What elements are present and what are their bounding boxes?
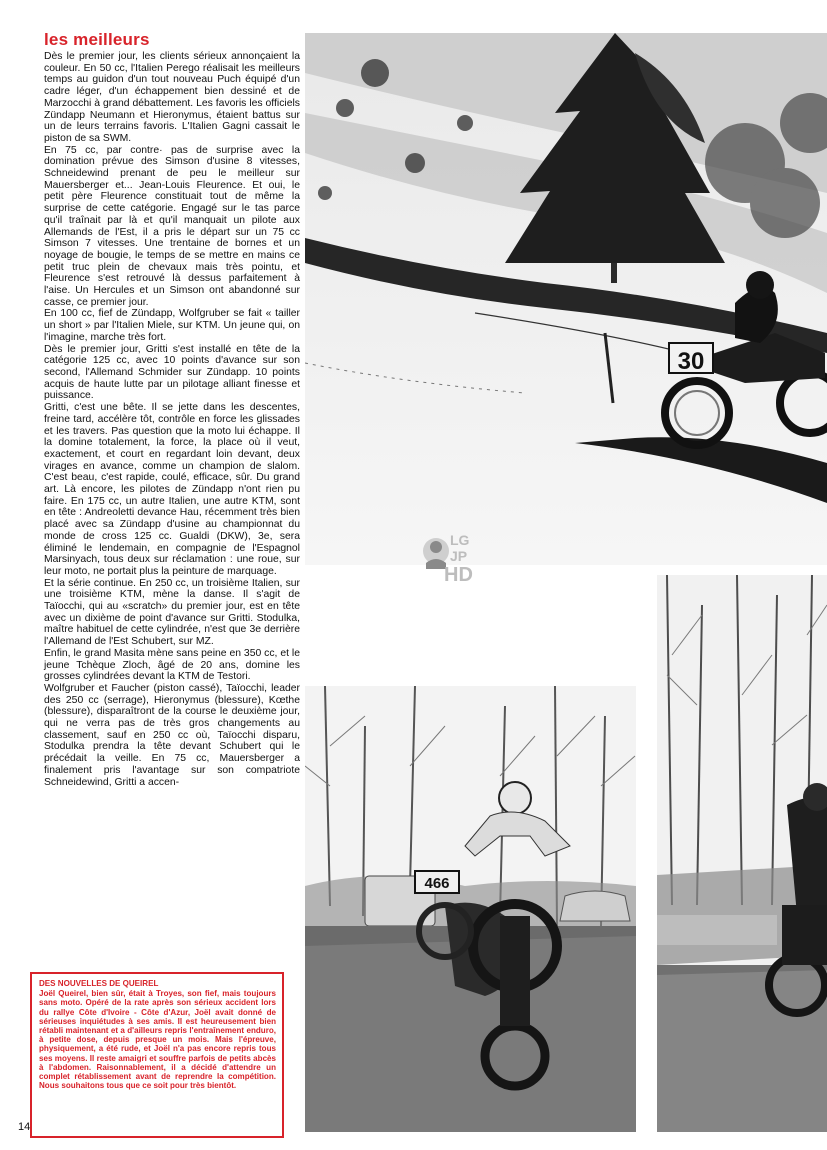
photo-rider-trees (657, 575, 827, 1132)
photo-motocross-hill (305, 33, 827, 565)
photo-rider-woods (305, 686, 636, 1132)
article-paragraph: En 75 cc, par contre· pas de surprise avec la domination prévue des Simson d'usine 8 vitesses, Schneidewind prenant de peu le meilleur sur Mauersberger et... Jean-Louis Fleurence. Et oui, le petit père Fleurence constituait tout de même la surprise de cette catégorie. Engagé sur le tas parce qu'il traînait par là et qu'il manquait un pilote aux Allemands de l'Est, il a pris le départ sur un 75 cc Simson 7 vitesses. Une trentaine de bornes et un noyage de bougie, le temps de se mettre en mains ce petit truc plein de chevaux mais très pointu, et Fleurence s'est retrouvé là dessus parfaitement à l'aise. Un Hercules et un Simson ont abandonné sur casse, ce premier jour. (44, 144, 300, 308)
sidebar-text: Joël Queirel, bien sûr, était à Troyes, son fief, mais toujours sans moto. Opéré de la rate après son sérieux accident lors du rallye Côte d'Ivoire - Côte d'Azur, Joël avait donné de sérieuses inquiétudes à ses amis. Il est heureusement bien rétabli maintenant et a d'ailleurs repris l'entraînement enduro, à petite dose, depuis presque un mois. Mais l'épreuve, physiquement, a été rude, et Joël n'a pas encore repris tous ses moyens. Il reste amaigri et souffre parfois de petits abcès à l'abdomen. Raisonnablement, il a décidé d'attendre un complet rétablissement avant de reprendre la compétition. Nous souhaitons tous que ce soit pour très bientôt. (39, 989, 276, 1091)
watermark-logo (422, 529, 482, 585)
article-paragraph: Et la série continue. En 250 cc, un troisième Italien, sur une troisième KTM, mène la danse. Il s'agit de Taïocchi, qui au «scratch» du premier jour, est en tête avec un dixième de point d'avance sur Gritti. Stodulka, maître habituel de cette cylindrée, n'est que 3e derrière l'Allemand de l'Est Schubert, sur MZ. (44, 577, 300, 648)
article-title: les meilleurs (44, 30, 150, 49)
article-paragraph: Wolfgruber et Faucher (piston cassé), Taïocchi, leader des 250 cc (serrage), Hieronymus (blessure), Kœthe (blessure), disparaîtront de la course le deuxième jour, qui ne verra pas de très gros changements au classement, sauf en 250 cc où, Taïocchi disparu, Stodulka prendra la tête devant Schubert qui le précédait la veille. En 75 cc, Mauersberger a finalement pris l'avantage sur son compatriote Schneidewind, Gritti a accen- (44, 682, 300, 788)
watermark-letters-1: LG (450, 532, 470, 548)
page-number: 14 (18, 1121, 31, 1133)
watermark-letters-3: HD (444, 564, 473, 585)
article-paragraph: En 100 cc, fief de Zündapp, Wolfgruber se fait « tailler un short » par l'Italien Miele, sur KTM. Un jeune qui, on l'imagine, marche très fort. (44, 308, 300, 343)
number-plate-466: 466 (424, 875, 450, 892)
article-paragraph: Dès le premier jour, Gritti s'est installé en tête de la catégorie 125 cc, avec 10 points d'avance sur son second, l'Allemand Schmider sur Zündapp. 10 points acquis de haute lutte par un pilotage alliant finesse et puissance. (44, 343, 300, 402)
article-paragraph: Enfin, le grand Masita mène sans peine en 350 cc, et le jeune Tchèque Zloch, âgé de 20 ans, domine les grosses cylindrées devant la KTM de Testori. (44, 647, 300, 683)
article-paragraph: Dès le premier jour, les clients sérieux annonçaient la couleur. En 50 cc, l'Italien Perego réalisait les meilleurs temps au guidon d'un tout nouveau Puch équipé d'un cadre léger, d'un échappement bien dessiné et de Marzocchi à grand débattement. Les favoris les officiels Zündapp Neumann et Hieronymus, étaient battus sur un de leurs terrains favoris. L'Italien Gagni cassait le piston de sa SWM. (44, 51, 300, 144)
article-paragraph: Gritti, c'est une bête. Il se jette dans les descentes, freine tard, accélère tôt, contrôle en force les glissades et les travers. Pas question que la moto lui échappe. Il la domine totalement, la force, la place où il veut, exactement, et court en regardant loin devant, deux virages en avance, comme un champion de slalom. C'est beau, c'est rapide, coulé, efficace, sûr. Du grand art. Là encore, les pilotes de Zündapp n'ont rien pu faire. En 175 cc, un autre Italien, une autre KTM, sont en tête : Andreoletti devance Hau, récemment très bien placé avec sa Zündapp d'usine au championnat du monde de cross 125 cc. Gualdi (DKW), 3e, sera éliminé le lendemain, en compagnie de l'Espagnol Marsinyach, tous deux sur réclamation : une roue, sur leur moto, ne portait plus la peinture de marquage. (44, 402, 300, 577)
sidebar-title: DES NOUVELLES DE QUEIREL (39, 979, 159, 988)
number-plate-30: 30 (677, 348, 705, 375)
sidebar-box (30, 972, 284, 1138)
watermark-letters-2: JP (450, 548, 468, 564)
article-body (44, 51, 300, 788)
